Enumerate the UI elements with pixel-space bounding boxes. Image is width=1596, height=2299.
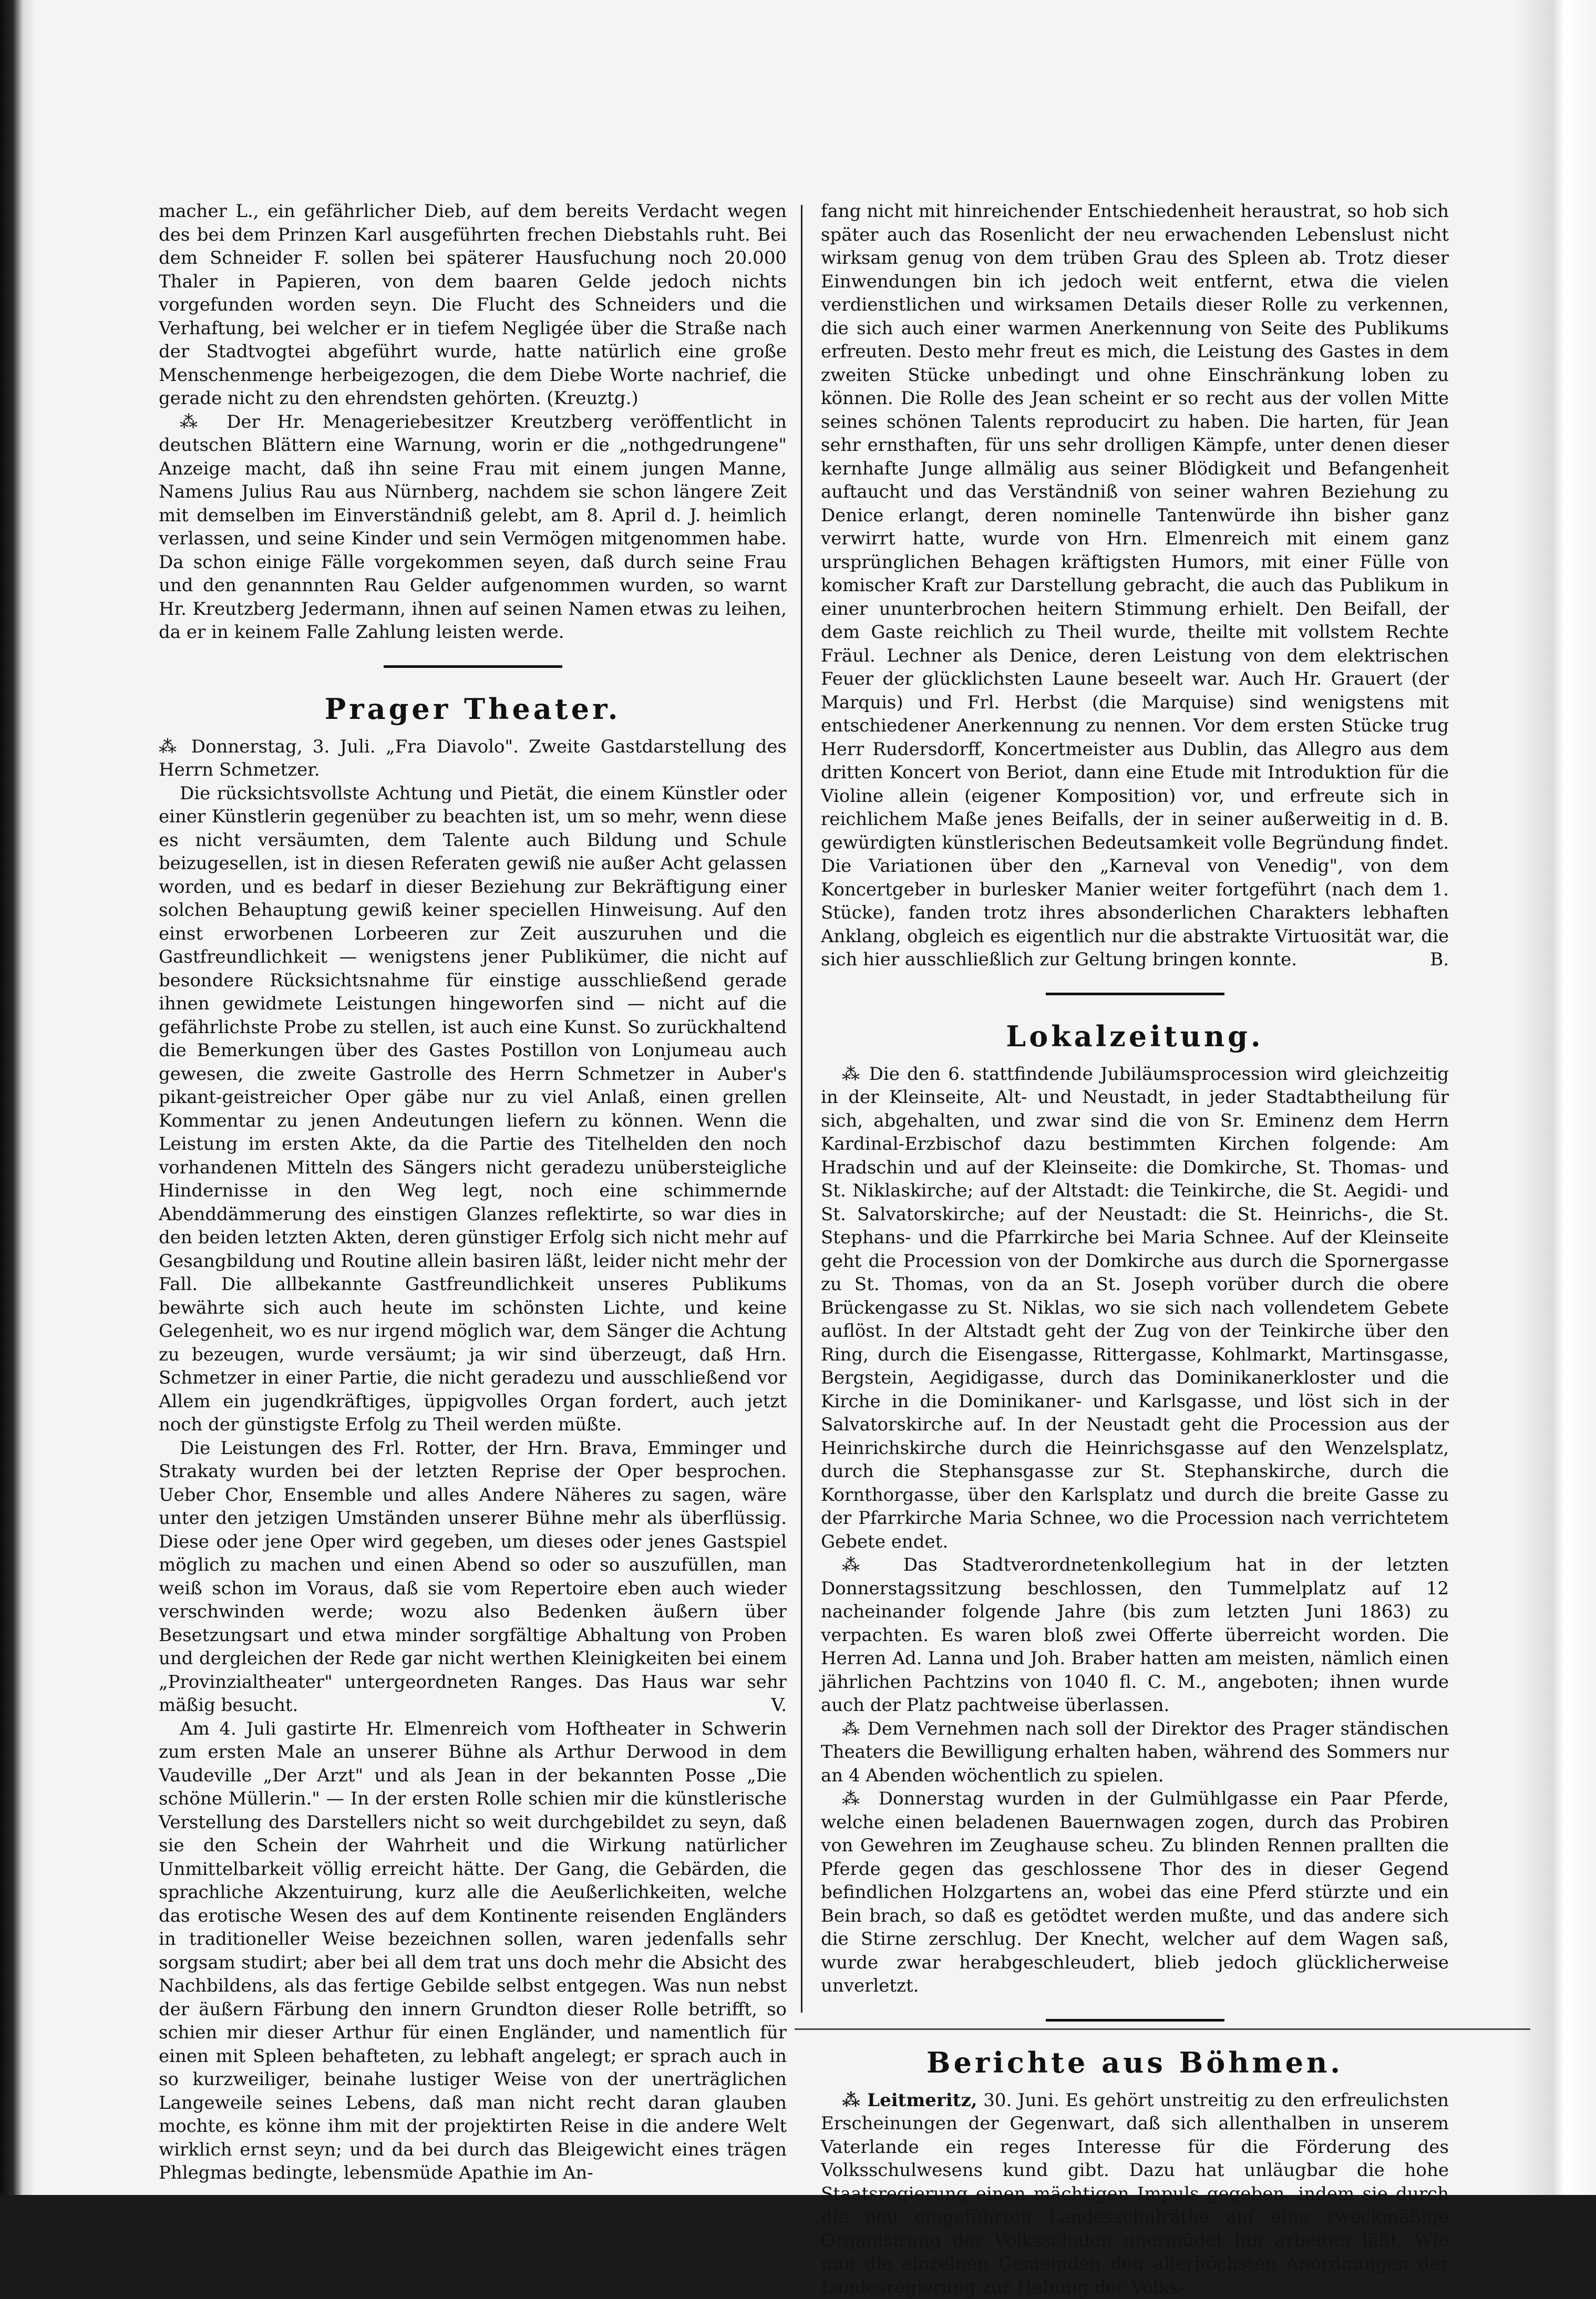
article-text-body: 30. Juni. Es gehört unstreitig zu den erfreulichsten Erscheinungen der Gegenwart, daß sich allenthalben in unserem Vaterlande ein reges Interesse für die Förderung des Volksschulwesens kund gibt. Dazu hat unläugbar die hohe Staatsregierung einen mächtigen Impuls gegeben, indem sie durch die neu eingeführten Landesschulräthe auf eine zweckmäßige Organisirung der Volksschulen unermüdet hin arbeiten läßt. Wie nun die einzelnen Gemeinden den allerhöchsten Anordnungen der Landesregierung zur Hebung der Volks- [821,2090,1449,2298]
section-rule [384,665,562,668]
author-signature: B. [1419,948,1449,972]
article-text: ⁂ Das Stadtverordnetenkollegium hat in der letzten Donnerstagssitzung beschlossen, den Tummelplatz auf 12 nacheinander folgende Jahre (bis zum letzten Juni 1863) zu verpachten. Es waren bloß zwei Offerte überreicht worden. Die Herren Ad. Lanna und Joh. Braber hatten am meisten, nämlich einen jährlichen Pachtzins von 1040 fl. C. M., angeboten; ihnen wurde auch der Platz pachtweise überlassen. [821,1553,1449,1717]
article-text [821,200,1449,972]
article-text: ⁂ Der Hr. Menageriebesitzer Kreutzberg veröffentlicht in deutschen Blättern eine Warnung, worin er die „nothgedrungene" Anzeige macht, daß ihn seine Frau mit einem jungen Manne, Namens Julius Rau aus Nürnberg, nachdem sie schon längere Zeit mit demselben im Einverständniß gelebt, am 8. April d. J. heimlich verlassen, und seine Kinder und sein Vermögen mitgenommen habe. Da schon einige Fälle vorgekommen seyen, daß durch seine Frau und den genannnten Rau Gelder aufgenommen wurden, so warnt Hr. Kreutzberg Jedermann, ihnen auf seinen Namen etwas zu leihen, da er in keinem Falle Zahlung leisten werde. [159,410,787,644]
article-text: ⁂ Donnerstag, 3. Juli. „Fra Diavolo". Zweite Gastdarstellung des Herrn Schmetzer. [159,735,787,782]
left-column [159,200,787,2185]
article-text: ⁂ Dem Vernehmen nach soll der Direktor des Prager ständischen Theaters die Bewilligung erhalten haben, während des Sommers nur an 4 Abenden wöchentlich zu spielen. [821,1717,1449,1788]
scan-left-edge [0,0,33,2195]
scan-right-edge [1515,0,1596,2195]
article-text [159,1437,787,1717]
dateline: ⁂ Leitmeritz, [842,2090,977,2111]
article-text-body: Die Leistungen des Frl. Rotter, der Hrn. Brava, Emminger und Strakaty wurden bei der letzten Reprise der Oper besprochen. Ueber Chor, Ensemble und alles Andere Näheres zu sagen, wäre unter den jetzigen Umständen unserer Bühne mehr als überflüssig. Diese oder jene Oper wird gegeben, um dieses oder jenes Gastspiel möglich zu machen und einen Abend so oder so auszufüllen, man weiß schon im Voraus, daß sie vom Repertoire eben auch wieder verschwinden werde; wozu also Bedenken äußern über Besetzungsart und etwa minder sorgfältige Abhaltung von Proben und dergleichen der Rede gar nicht werthen Kleinigkeiten bei einem „Provinzialtheater" untergeordneten Ranges. Das Haus war sehr mäßig besucht. [159,1438,787,1716]
right-column [821,200,1449,2299]
article-text: Am 4. Juli gastirte Hr. Elmenreich vom Hoftheater in Schwerin zum ersten Male an unserer Bühne als Arthur Derwood in dem Vaudeville „Der Arzt" und als Jean in der bekannten Posse „Die schöne Müllerin." — In der ersten Rolle schien mir die künstlerische Verstellung des Darstellers nicht so weit durchgebildet zu seyn, daß sie den Schein der Wahrheit und die Wirkung natürlicher Unmittelbarkeit völlig erreicht hätte. Der Gang, die Gebärden, die sprachliche Akzentuirung, kurz alle die Aeußerlichkeiten, welche das erotische Wesen des auf dem Kontinente reisenden Engländers in traditioneller Weise bezeichnen sollen, waren jedenfalls sehr sorgsam studirt; aber bei all dem trat uns doch mehr die Absicht des Nachbildens, als das fertige Gebilde selbst entgegen. Was nun nebst der äußern Färbung den innern Grundton dieser Rolle betrifft, so schien mir dieser Arthur für einen Engländer, und namentlich für einen mit Spleen behafteten, zu lebhaft angelegt; er sprach auch in so kurzweiliger, beinahe lustiger Weise von der unerträglichen Langeweile seines Lebens, daß man nicht recht daran glauben mochte, es könne ihm mit der projektirten Reise in die andere Welt wirklich ernst seyn; und da bei durch das Bleigewicht eines trägen Phlegmas bedingte, lebensmüde Apathie im An- [159,1717,787,2185]
article-text: macher L., ein gefährlicher Dieb, auf dem bereits Verdacht wegen des bei dem Prinzen Karl ausgeführten frechen Diebstahls ruht. Bei dem Schneider F. sollen bei späterer Hausfuchung noch 20.000 Thaler in Papieren, von dem baaren Gelde jedoch nichts vorgefunden worden seyn. Die Flucht des Schneiders und die Verhaftung, bei welcher er in tiefem Negligée über die Straße nach der Stadtvogtei abgeführt wurde, hatte natürlich eine große Menschenmenge herbeigezogen, die dem Diebe Worte nachrief, die gerade nicht zu den ehrendsten gehörten. (Kreuztg.) [159,200,787,410]
section-heading-boehmen: Berichte aus Böhmen. [821,2046,1449,2079]
section-heading-lokal: Lokalzeitung. [821,1019,1449,1053]
author-signature: V. [740,1694,787,1717]
bottom-frame-line [795,2028,1530,2030]
section-rule [1046,2019,1224,2022]
section-heading-theater: Prager Theater. [159,692,787,726]
newspaper-page [33,0,1517,2195]
article-text: Die rücksichtsvollste Achtung und Pietät, die einem Künstler oder einer Künstlerin gegenüber zu beachten ist, um so mehr, wenn diese es nicht versäumten, dem Talente auch Bildung und Schule beizugesellen, ist in diesen Referaten gewiß nie außer Acht gelassen worden, und es bedarf in dieser Beziehung zur Bekräftigung einer solchen Behauptung gewiß keiner speciellen Hinweisung. Auf den einst erworbenen Lorbeeren zur Zeit auszuruhen und die Gastfreundlichkeit — wenigstens jener Publikümer, die nicht auf besondere Rücksichtsnahme für einstige ausschließend gerade ihnen gewidmete Leistungen hingeworfen sind — nicht auf die gefährlichste Probe zu stellen, ist auch eine Kunst. So zurückhaltend die Bemerkungen über des Gastes Postillon von Lonjumeau auch gewesen, die zweite Gastrolle des Herrn Schmetzer in Auber's pikant-geistreicher Oper gäbe nur zu viel Anlaß, einen grellen Kommentar zu jenen Andeutungen liefern zu können. Wenn die Leistung im ersten Akte, da die Partie des Titelhelden den noch vorhandenen Mitteln des Sängers nicht geradezu unübersteigliche Hindernisse in den Weg legt, noch eine schimmernde Abenddämmerung des einstigen Glanzes reflektirte, so war dies in den beiden letzten Akten, deren günstiger Erfolg sich nicht mehr auf Gesangbildung und Routine allein basiren läßt, leider nicht mehr der Fall. Die allbekannte Gastfreundlichkeit unseres Publikums bewährte sich auch heute im schönsten Lichte, und keine Gelegenheit, wo es nur irgend möglich war, dem Sänger die Achtung zu bezeugen, wurde versäumt; ja wir sind überzeugt, daß Hrn. Schmetzer in einer Partie, die nicht geradezu und ausschließend vor Allem ein jugendkräftiges, üppigvolles Organ fordert, auch jetzt noch der günstigste Erfolg zu Theil werden müßte. [159,782,787,1437]
column-divider [801,205,802,2013]
article-text: ⁂ Donnerstag wurden in der Gulmühlgasse ein Paar Pferde, welche einen beladenen Bauernwagen zogen, durch das Probiren von Gewehren im Zeughause scheu. Zu blinden Rennen prallten die Pferde gegen das geschlossene Thor des in dieser Gegend befindlichen Holzgartens an, wobei das eine Pferd stürzte und ein Bein brach, so daß es getödtet werden mußte, und das andere sich die Stirne zerschlug. Der Knecht, welcher auf dem Wagen saß, wurde zwar herabgeschleudert, blieb jedoch glücklicherweise unverletzt. [821,1787,1449,1998]
article-text: ⁂ Die den 6. stattfindende Jubiläumsprocession wird gleichzeitig in der Kleinseite, Alt- und Neustadt, in jeder Stadtabtheilung für sich, abgehalten, und zwar sind die von Sr. Eminenz dem Herrn Kardinal-Erzbischof dazu bestimmten Kirchen folgende: Am Hradschin und auf der Kleinseite: die Domkirche, St. Thomas- und St. Niklaskirche; auf der Altstadt: die Teinkirche, die St. Aegidi- und St. Salvatorskirche; auf der Neustadt: die St. Heinrichs-, die St. Stephans- und die Pfarrkirche bei Maria Schnee. Auf der Kleinseite geht die Procession von der Domkirche aus durch die Spornergasse zu St. Thomas, von da an St. Joseph vorüber durch die obere Brückengasse zu St. Niklas, wo sie sich nach vollendetem Gebete auflöst. In der Altstadt geht der Zug von der Teinkirche über den Ring, durch die Eisengasse, Rittergasse, Kohlmarkt, Martinsgasse, Bergstein, Aegidigasse, durch das Dominikanerkloster und die Kirche in die Dominikaner- und Karlsgasse, und löst sich in der Salvatorskirche auf. In der Neustadt geht die Procession aus der Heinrichskirche durch die Heinrichsgasse auf den Wenzelsplatz, durch die Stephansgasse zur St. Stephanskirche, durch die Kornthorgasse, über den Karlsplatz und durch die breite Gasse zu der Pfarrkirche Maria Schnee, wo die Procession nach verrichtetem Gebete endet. [821,1063,1449,1554]
section-rule [1046,993,1224,995]
article-text [821,2089,1449,2299]
article-text-body: fang nicht mit hinreichender Entschiedenheit heraustrat, so hob sich später auch das Rosenlicht der neu erwachenden Lebenslust nicht wirksam genug von dem trüben Grau des Spleen ab. Trotz dieser Einwendungen bin ich jedoch weit entfernt, etwa die vielen verdienstlichen und wirksamen Details dieser Rolle zu verkennen, die sich auch einer warmen Anerkennung von Seite des Publikums erfreuten. Desto mehr freut es mich, die Leistung des Gastes in dem zweiten Stücke unbedingt und ohne Einschränkung loben zu können. Die Rolle des Jean scheint er so recht aus der vollen Mitte seines schönen Talents reproducirt zu haben. Die harten, für Jean sehr ernsthaften, für uns sehr drolligen Kämpfe, unter denen dieser kernhafte Junge allmälig aus seiner Blödigkeit und Befangenheit auftaucht und das Verständniß von seiner wahren Beziehung zu Denice erlangt, deren nominelle Tantenwürde ihn bisher ganz verwirrt hatte, wurde von Hrn. Elmenreich mit einem ganz ursprünglichen Behagen kräftigsten Humors, mit einer Fülle von komischer Kraft zur Darstellung gebracht, die auch das Publikum in einer ununterbrochen heitern Stimmung erhielt. Den Beifall, der dem Gaste reichlich zu Theil wurde, theilte mit vollstem Rechte Fräul. Lechner als Denice, deren Leistung von dem elektrischen Feuer der glücklichsten Laune beseelt war. Auch Hr. Grauert (der Marquis) und Frl. Herbst (die Marquise) sind wenigstens mit entschiedener Anerkennung zu nennen. Vor dem ersten Stücke trug Herr Rudersdorff, Koncertmeister aus Dublin, das Allegro aus dem dritten Koncert von Beriot, dann eine Etude mit Introduktion für die Violine allein (eigener Komposition) vor, und erfreute sich in reichlichem Maße jenes Beifalls, der in seiner außerweitig in d. B. gewürdigten künstlerischen Bedeutsamkeit volle Begründung findet. Die Variationen über den „Karneval von Venedig", von dem Koncertgeber in burlesker Manier weiter fortgeführt (nach dem 1. Stücke), fanden trotz ihres absonderlichen Charakters lebhaften Anklang, obgleich es eigentlich nur die abstrakte Virtuosität war, die sich hier ausschließlich zur Geltung bringen konnte. [821,201,1449,970]
